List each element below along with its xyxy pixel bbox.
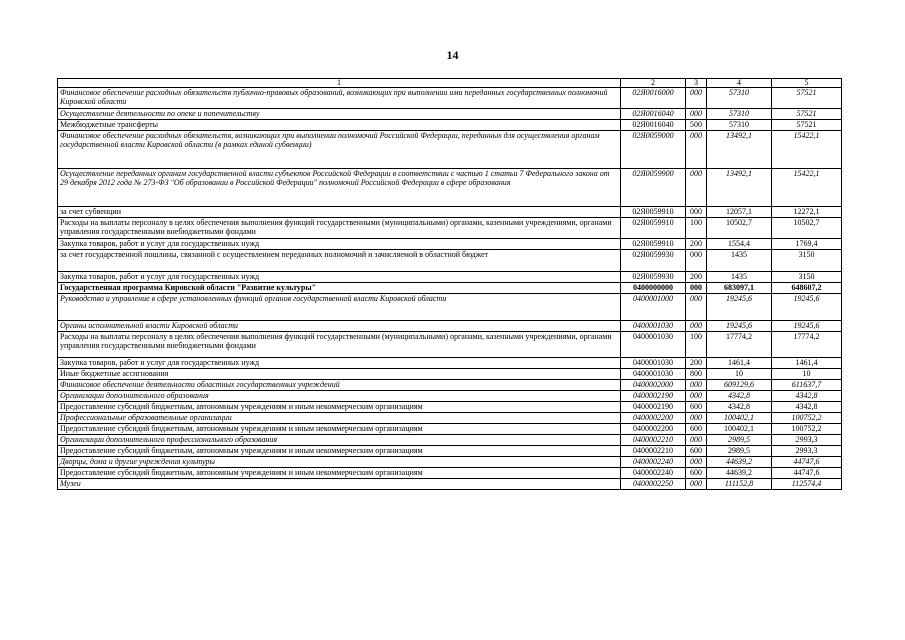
row-expense-type: 000	[686, 321, 707, 332]
row-expense-type: 000	[686, 435, 707, 446]
row-target-code: 02Я0059930	[621, 250, 686, 272]
row-expense-type: 200	[686, 272, 707, 283]
row-expense-type: 000	[686, 457, 707, 468]
row-amount-year2: 57521	[772, 109, 842, 120]
row-amount-year2: 611637,7	[772, 380, 842, 391]
row-target-code: 02Я0016040	[621, 120, 686, 131]
column-number: 4	[707, 79, 772, 88]
table-row	[58, 321, 842, 332]
row-expense-type: 000	[686, 131, 707, 169]
row-expense-type: 100	[686, 332, 707, 358]
row-description: Организации дополнительного профессионального образования	[58, 435, 621, 446]
row-target-code: 02Я0016000	[621, 88, 686, 109]
row-expense-type: 000	[686, 391, 707, 402]
row-amount-year1: 4342,8	[707, 391, 772, 402]
row-expense-type: 200	[686, 239, 707, 250]
row-target-code: 0400002000	[621, 380, 686, 391]
row-target-code: 02Я0016040	[621, 109, 686, 120]
row-expense-type: 000	[686, 169, 707, 207]
row-target-code: 02Я0059000	[621, 131, 686, 169]
row-description: Органы исполнительной власти Кировской области	[58, 321, 621, 332]
table-row	[58, 239, 842, 250]
row-target-code: 0400002200	[621, 424, 686, 435]
table-row	[58, 369, 842, 380]
table-row	[58, 457, 842, 468]
table-row	[58, 402, 842, 413]
row-expense-type: 000	[686, 283, 707, 294]
table-row	[58, 468, 842, 479]
row-target-code: 0400002200	[621, 413, 686, 424]
table-row	[58, 109, 842, 120]
row-amount-year2: 57521	[772, 120, 842, 131]
row-amount-year2: 2993,3	[772, 446, 842, 457]
row-description: Предоставление субсидий бюджетным, автономным учреждениям и иным некоммерческим организациям	[58, 468, 621, 479]
row-amount-year1: 44639,2	[707, 457, 772, 468]
row-amount-year2: 3150	[772, 250, 842, 272]
row-amount-year2: 648607,2	[772, 283, 842, 294]
row-amount-year2: 12272,1	[772, 207, 842, 218]
table-row	[58, 380, 842, 391]
row-description: Государственная программа Кировской области "Развитие культуры"	[58, 283, 621, 294]
row-expense-type: 600	[686, 468, 707, 479]
row-expense-type: 000	[686, 294, 707, 321]
row-amount-year1: 19245,6	[707, 294, 772, 321]
table-row	[58, 294, 842, 321]
row-target-code: 0400002250	[621, 479, 686, 490]
row-target-code: 0400002190	[621, 391, 686, 402]
column-number: 3	[686, 79, 707, 88]
row-amount-year2: 100752,2	[772, 424, 842, 435]
row-target-code: 02Я0059910	[621, 207, 686, 218]
table-row	[58, 435, 842, 446]
row-expense-type: 600	[686, 446, 707, 457]
table-row	[58, 131, 842, 169]
row-amount-year2: 44747,6	[772, 468, 842, 479]
row-amount-year1: 19245,6	[707, 321, 772, 332]
row-target-code: 0400002210	[621, 435, 686, 446]
table-row	[58, 218, 842, 239]
row-amount-year1: 44639,2	[707, 468, 772, 479]
row-description: Руководство и управление в сфере установленных функций органов государственной власти Кировской области	[58, 294, 621, 321]
column-number: 2	[621, 79, 686, 88]
table-row	[58, 272, 842, 283]
table-row	[58, 250, 842, 272]
row-target-code: 0400001000	[621, 294, 686, 321]
row-amount-year2: 112574,4	[772, 479, 842, 490]
row-amount-year1: 100402,1	[707, 413, 772, 424]
row-amount-year2: 4342,8	[772, 402, 842, 413]
row-expense-type: 600	[686, 424, 707, 435]
row-amount-year2: 3150	[772, 272, 842, 283]
row-description: Закупка товаров, работ и услуг для государственных нужд	[58, 272, 621, 283]
row-amount-year1: 10502,7	[707, 218, 772, 239]
row-amount-year1: 13492,1	[707, 169, 772, 207]
row-amount-year2: 15422,1	[772, 169, 842, 207]
row-target-code: 0400002210	[621, 446, 686, 457]
row-amount-year1: 57310	[707, 120, 772, 131]
row-amount-year1: 57310	[707, 109, 772, 120]
row-target-code: 0400002240	[621, 468, 686, 479]
row-amount-year2: 15422,1	[772, 131, 842, 169]
row-description: Дворцы, дома и другие учреждения культуры	[58, 457, 621, 468]
row-amount-year2: 19245,6	[772, 321, 842, 332]
row-description: Расходы на выплаты персоналу в целях обеспечения выполнения функций государственными (муниципальными) органами, казенными учреждениями, органами управления государственными внебюджетными фондами	[58, 332, 621, 358]
row-expense-type: 000	[686, 207, 707, 218]
row-target-code: 0400001030	[621, 321, 686, 332]
row-amount-year1: 1554,4	[707, 239, 772, 250]
row-amount-year2: 2993,3	[772, 435, 842, 446]
row-description: за счет государственной пошлины, связанной с осуществлением переданных полномочий и зачисляемой в областной бюджет	[58, 250, 621, 272]
row-amount-year2: 1769,4	[772, 239, 842, 250]
row-amount-year2: 1461,4	[772, 358, 842, 369]
table-row	[58, 120, 842, 131]
table-row	[58, 169, 842, 207]
row-target-code: 02Я0059900	[621, 169, 686, 207]
row-expense-type: 000	[686, 88, 707, 109]
row-description: Межбюджетные трансферты	[58, 120, 621, 131]
row-expense-type: 000	[686, 109, 707, 120]
row-target-code: 0400001030	[621, 369, 686, 380]
row-amount-year1: 1435	[707, 272, 772, 283]
row-amount-year1: 12057,1	[707, 207, 772, 218]
row-amount-year1: 1435	[707, 250, 772, 272]
page-number: 14	[446, 48, 459, 62]
row-target-code: 02Я0059930	[621, 272, 686, 283]
row-description: Организации дополнительного образования	[58, 391, 621, 402]
row-description: Закупка товаров, работ и услуг для государственных нужд	[58, 239, 621, 250]
row-description: Финансовое обеспечение расходных обязательств публично-правовых образований, возникающих при выполнении ими переданных государственных полномочий Кировской области	[58, 88, 621, 109]
row-amount-year1: 17774,2	[707, 332, 772, 358]
row-description: за счет субвенции	[58, 207, 621, 218]
table-row	[58, 479, 842, 490]
row-target-code: 0400000000	[621, 283, 686, 294]
column-number-row	[58, 79, 842, 88]
row-expense-type: 000	[686, 413, 707, 424]
row-description: Закупка товаров, работ и услуг для государственных нужд	[58, 358, 621, 369]
column-number: 1	[58, 79, 621, 88]
table-row	[58, 207, 842, 218]
row-description: Музеи	[58, 479, 621, 490]
row-expense-type: 500	[686, 120, 707, 131]
budget-table	[57, 78, 842, 490]
row-target-code: 0400002190	[621, 402, 686, 413]
row-description: Осуществление переданных органам государственной власти субъектов Российской Федерации в соответствии с частью 1 статьи 7 Федерального закона от 29 декабря 2012 года № 273-ФЗ "Об образовании в Российской Федерации" полномочий Российской Федерации в сфере образования	[58, 169, 621, 207]
row-expense-type: 800	[686, 369, 707, 380]
row-amount-year1: 111152,8	[707, 479, 772, 490]
row-description: Профессиональные образовательные организации	[58, 413, 621, 424]
row-amount-year2: 10502,7	[772, 218, 842, 239]
row-target-code: 0400002240	[621, 457, 686, 468]
table-row	[58, 446, 842, 457]
table-row	[58, 424, 842, 435]
row-description: Иные бюджетные ассигнования	[58, 369, 621, 380]
row-expense-type: 200	[686, 358, 707, 369]
row-amount-year1: 57310	[707, 88, 772, 109]
row-expense-type: 100	[686, 218, 707, 239]
row-amount-year1: 609129,6	[707, 380, 772, 391]
row-description: Финансовое обеспечение расходных обязательств, возникающих при выполнении полномочий Российской Федерации, переданных для осуществления органам государственной власти Кировской области (в рамках единой субвенции)	[58, 131, 621, 169]
column-number: 5	[772, 79, 842, 88]
row-description: Расходы на выплаты персоналу в целях обеспечения выполнения функций государственными (муниципальными) органами, казенными учреждениями, органами управления государственными внебюджетными фондами	[58, 218, 621, 239]
row-expense-type: 600	[686, 402, 707, 413]
row-amount-year2: 57521	[772, 88, 842, 109]
row-amount-year2: 10	[772, 369, 842, 380]
table-row	[58, 358, 842, 369]
row-description: Предоставление субсидий бюджетным, автономным учреждениям и иным некоммерческим организациям	[58, 446, 621, 457]
row-target-code: 02Я0059910	[621, 218, 686, 239]
row-amount-year2: 44747,6	[772, 457, 842, 468]
row-target-code: 0400001030	[621, 358, 686, 369]
row-amount-year2: 19245,6	[772, 294, 842, 321]
table-row	[58, 332, 842, 358]
table-row	[58, 283, 842, 294]
row-amount-year2: 4342,8	[772, 391, 842, 402]
row-description: Предоставление субсидий бюджетным, автономным учреждениям и иным некоммерческим организациям	[58, 424, 621, 435]
row-expense-type: 000	[686, 479, 707, 490]
row-amount-year1: 100402,1	[707, 424, 772, 435]
table-row	[58, 413, 842, 424]
row-amount-year1: 13492,1	[707, 131, 772, 169]
row-expense-type: 000	[686, 380, 707, 391]
row-amount-year1: 2989,5	[707, 446, 772, 457]
row-amount-year1: 1461,4	[707, 358, 772, 369]
row-expense-type: 000	[686, 250, 707, 272]
table-row	[58, 88, 842, 109]
table-row	[58, 391, 842, 402]
row-amount-year1: 683097,1	[707, 283, 772, 294]
row-amount-year2: 100752,2	[772, 413, 842, 424]
row-target-code: 0400001030	[621, 332, 686, 358]
row-description: Осуществление деятельности по опеке и попечительству	[58, 109, 621, 120]
row-amount-year1: 10	[707, 369, 772, 380]
row-target-code: 02Я0059910	[621, 239, 686, 250]
row-description: Предоставление субсидий бюджетным, автономным учреждениям и иным некоммерческим организациям	[58, 402, 621, 413]
row-amount-year2: 17774,2	[772, 332, 842, 358]
row-description: Финансовое обеспечение деятельности областных государственных учреждений	[58, 380, 621, 391]
row-amount-year1: 4342,8	[707, 402, 772, 413]
row-amount-year1: 2989,5	[707, 435, 772, 446]
